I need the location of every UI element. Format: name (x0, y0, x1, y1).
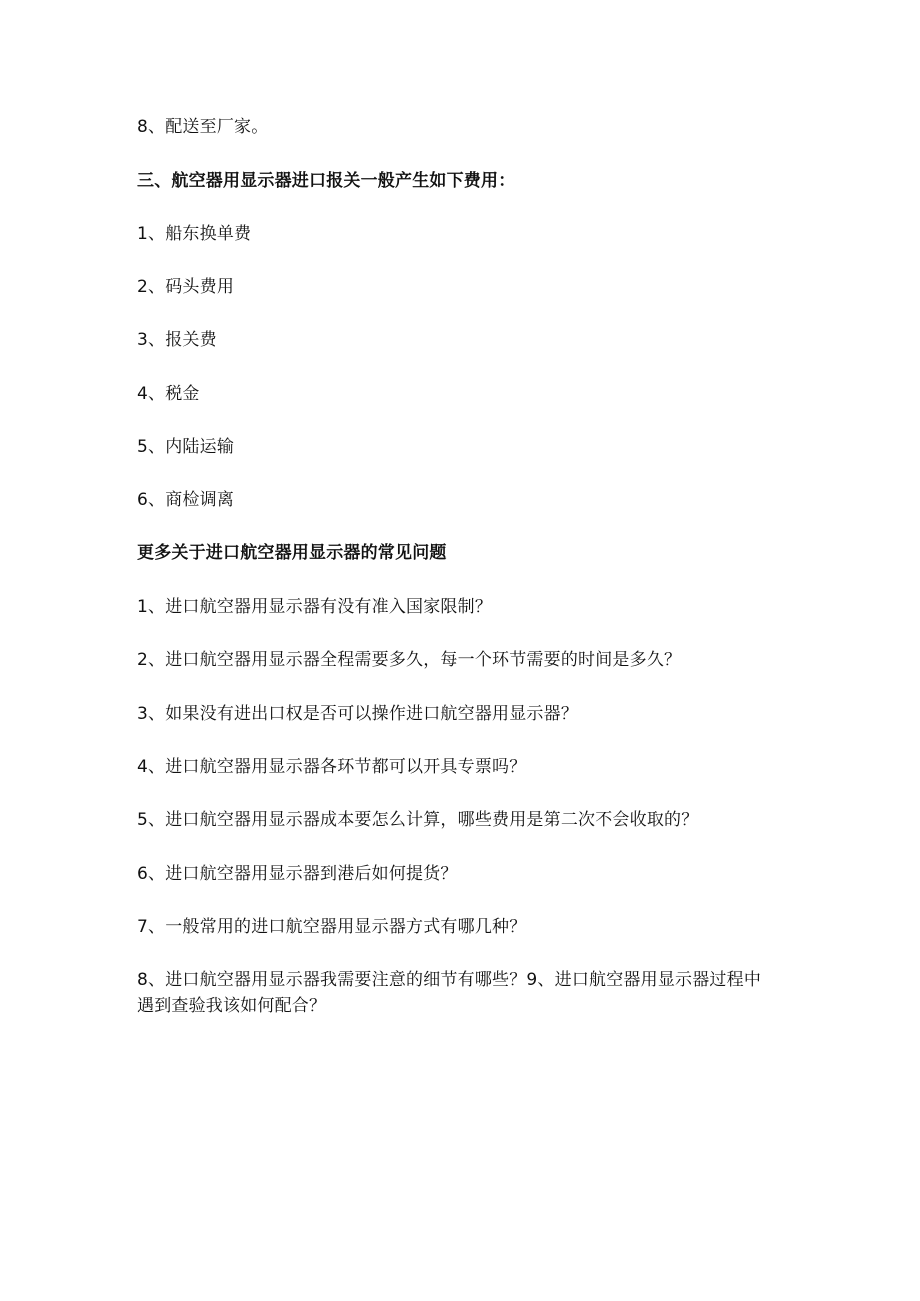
section-heading-fees: 三、航空器用显示器进口报关一般产生如下费用： (137, 171, 516, 191)
fee-item-3: 3、报关费 (137, 330, 217, 350)
step-8-text: 8、配送至厂家。 (137, 117, 269, 137)
faq-item-7: 7、一般常用的进口航空器用显示器方式有哪几种？ (137, 917, 527, 937)
faq-item-2: 2、进口航空器用显示器全程需要多久，每一个环节需要的时间是多久？ (137, 650, 682, 670)
faq-item-6: 6、进口航空器用显示器到港后如何提货？ (137, 864, 458, 884)
faq-item-8-9: 8、进口航空器用显示器我需要注意的细节有哪些？9、进口航空器用显示器过程中遇到查验我该如何配合？ (137, 970, 762, 1016)
faq-item-1: 1、进口航空器用显示器有没有准入国家限制？ (137, 597, 493, 617)
faq-item-3: 3、如果没有进出口权是否可以操作进口航空器用显示器？ (137, 704, 579, 724)
fee-item-6: 6、商检调离 (137, 490, 235, 510)
fee-item-5: 5、内陆运输 (137, 437, 235, 457)
faq-item-4: 4、进口航空器用显示器各环节都可以开具专票吗？ (137, 757, 527, 777)
fee-item-2: 2、码头费用 (137, 277, 235, 297)
section-heading-faq: 更多关于进口航空器用显示器的常见问题 (137, 543, 447, 563)
fee-item-1: 1、船东换单费 (137, 224, 252, 244)
faq-item-5: 5、进口航空器用显示器成本要怎么计算，哪些费用是第二次不会收取的？ (137, 810, 699, 830)
fee-item-4: 4、税金 (137, 384, 200, 404)
